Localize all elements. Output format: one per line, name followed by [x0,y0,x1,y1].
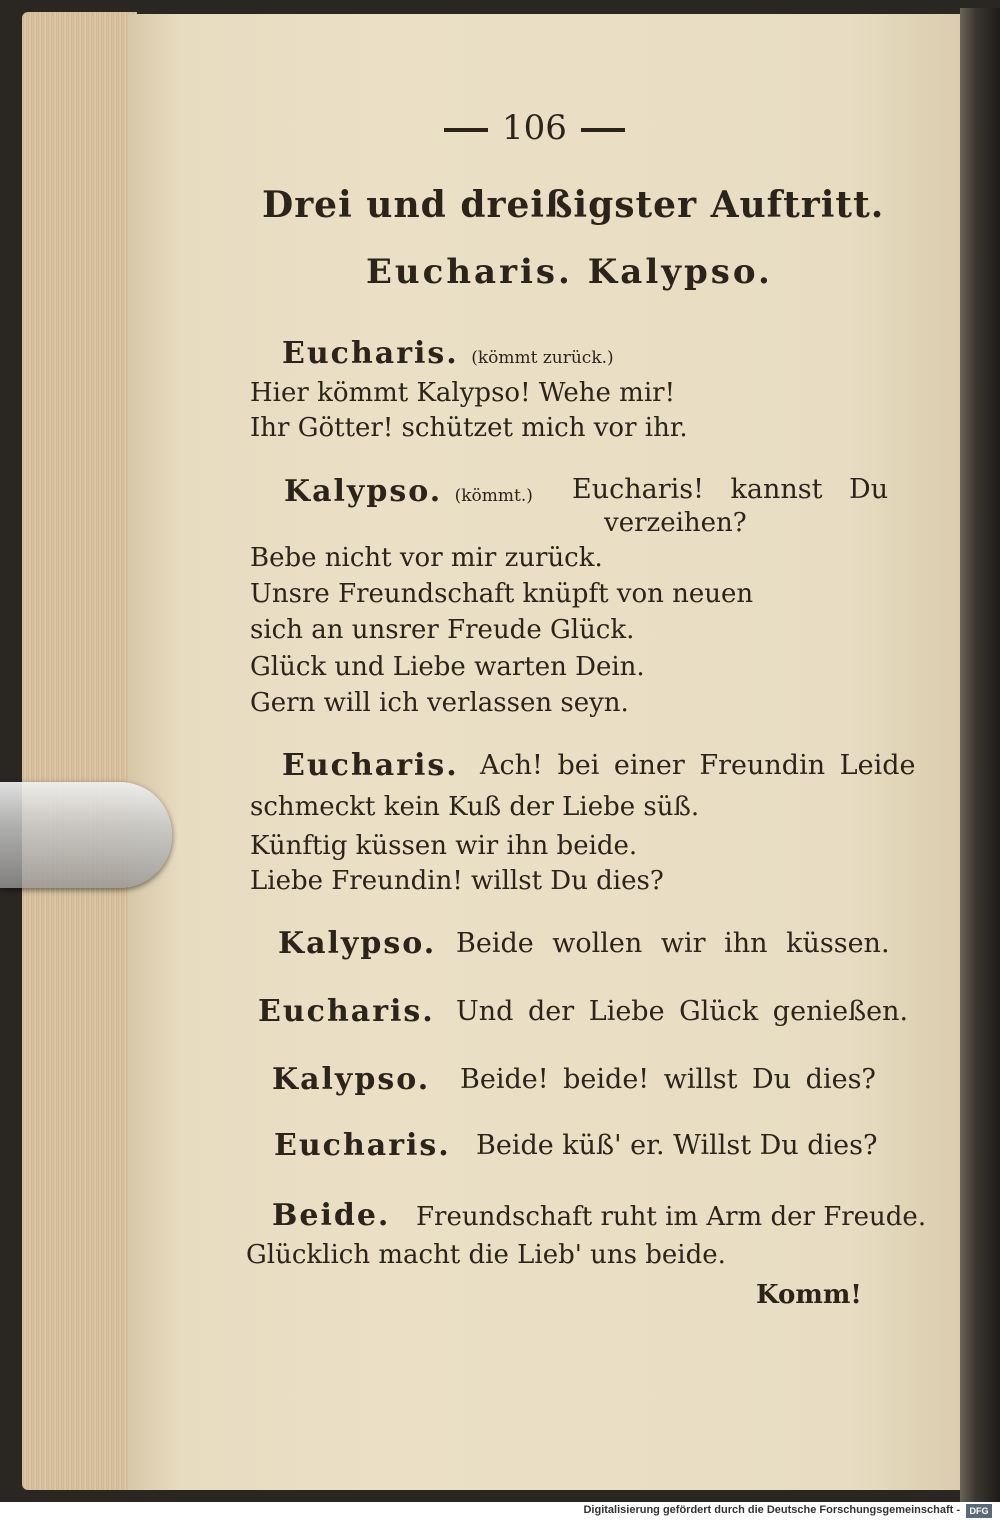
catchword: Komm! [756,1280,862,1310]
speaker-label: Eucharis. [258,994,435,1029]
verse-line: Glücklich macht die Lieb' uns beide. [246,1240,726,1270]
book-gutter [960,8,1000,1508]
verse-line: Beide küß' er. Willst Du dies? [476,1130,878,1161]
verse-line: Unsre Freundschaft knüpft von neuen [250,579,754,609]
scene-title: Drei und dreißigster Auftritt. [262,184,885,226]
verse-line: Gern will ich verlassen seyn. [250,688,629,718]
verse-line: Glück und Liebe warten Dein. [250,652,645,682]
stage-direction: (kömmt zurück.) [471,348,614,368]
verse-line: Ihr Götter! schützet mich vor ihr. [250,413,688,443]
verse-line: Ach! bei einer Freundin Leide [480,750,916,781]
verse-line: Liebe Freundin! willst Du dies? [250,866,664,896]
verse-line: Künftig küssen wir ihn beide. [250,831,638,861]
verse-line: Beide wollen wir ihn küssen. [456,928,890,959]
speaker-label: Kalypso. [272,1062,431,1097]
page-number: 106 [430,108,639,148]
footer-credit: Digitalisierung gefördert durch die Deutsche Forschungsgemeinschaft - [583,1504,960,1516]
speaker-label: Kalypso. [278,926,437,961]
verse-line: Und der Liebe Glück genießen. [456,996,909,1027]
verse-line: Freundschaft ruht im Arm der Freude. [416,1202,927,1232]
verse-line: sich an unsrer Freude Glück. [250,615,635,645]
speaker-label: Beide. [272,1198,391,1233]
verse-line: Hier kömmt Kalypso! Wehe mir! [250,378,676,408]
verse-line: schmeckt kein Kuß der Liebe süß. [250,792,700,822]
page-clip [0,782,172,888]
page-edges [22,12,137,1490]
verse-line: Bebe nicht vor mir zurück. [250,543,603,573]
stage-direction: (kömmt.) [454,486,533,506]
verse-line: verzeihen? [604,508,747,538]
scene-characters: Eucharis. Kalypso. [366,252,773,292]
speaker-label: Kalypso. (kömmt.) [284,474,533,509]
verse-line: Eucharis! kannst Du [572,474,889,505]
dfg-logo: DFG [966,1504,992,1518]
speaker-label: Eucharis. [274,1128,451,1163]
speaker-label: Eucharis. [282,748,459,783]
verse-line: Beide! beide! willst Du dies? [460,1064,876,1095]
speaker-label: Eucharis. (kömmt zurück.) [282,336,614,371]
